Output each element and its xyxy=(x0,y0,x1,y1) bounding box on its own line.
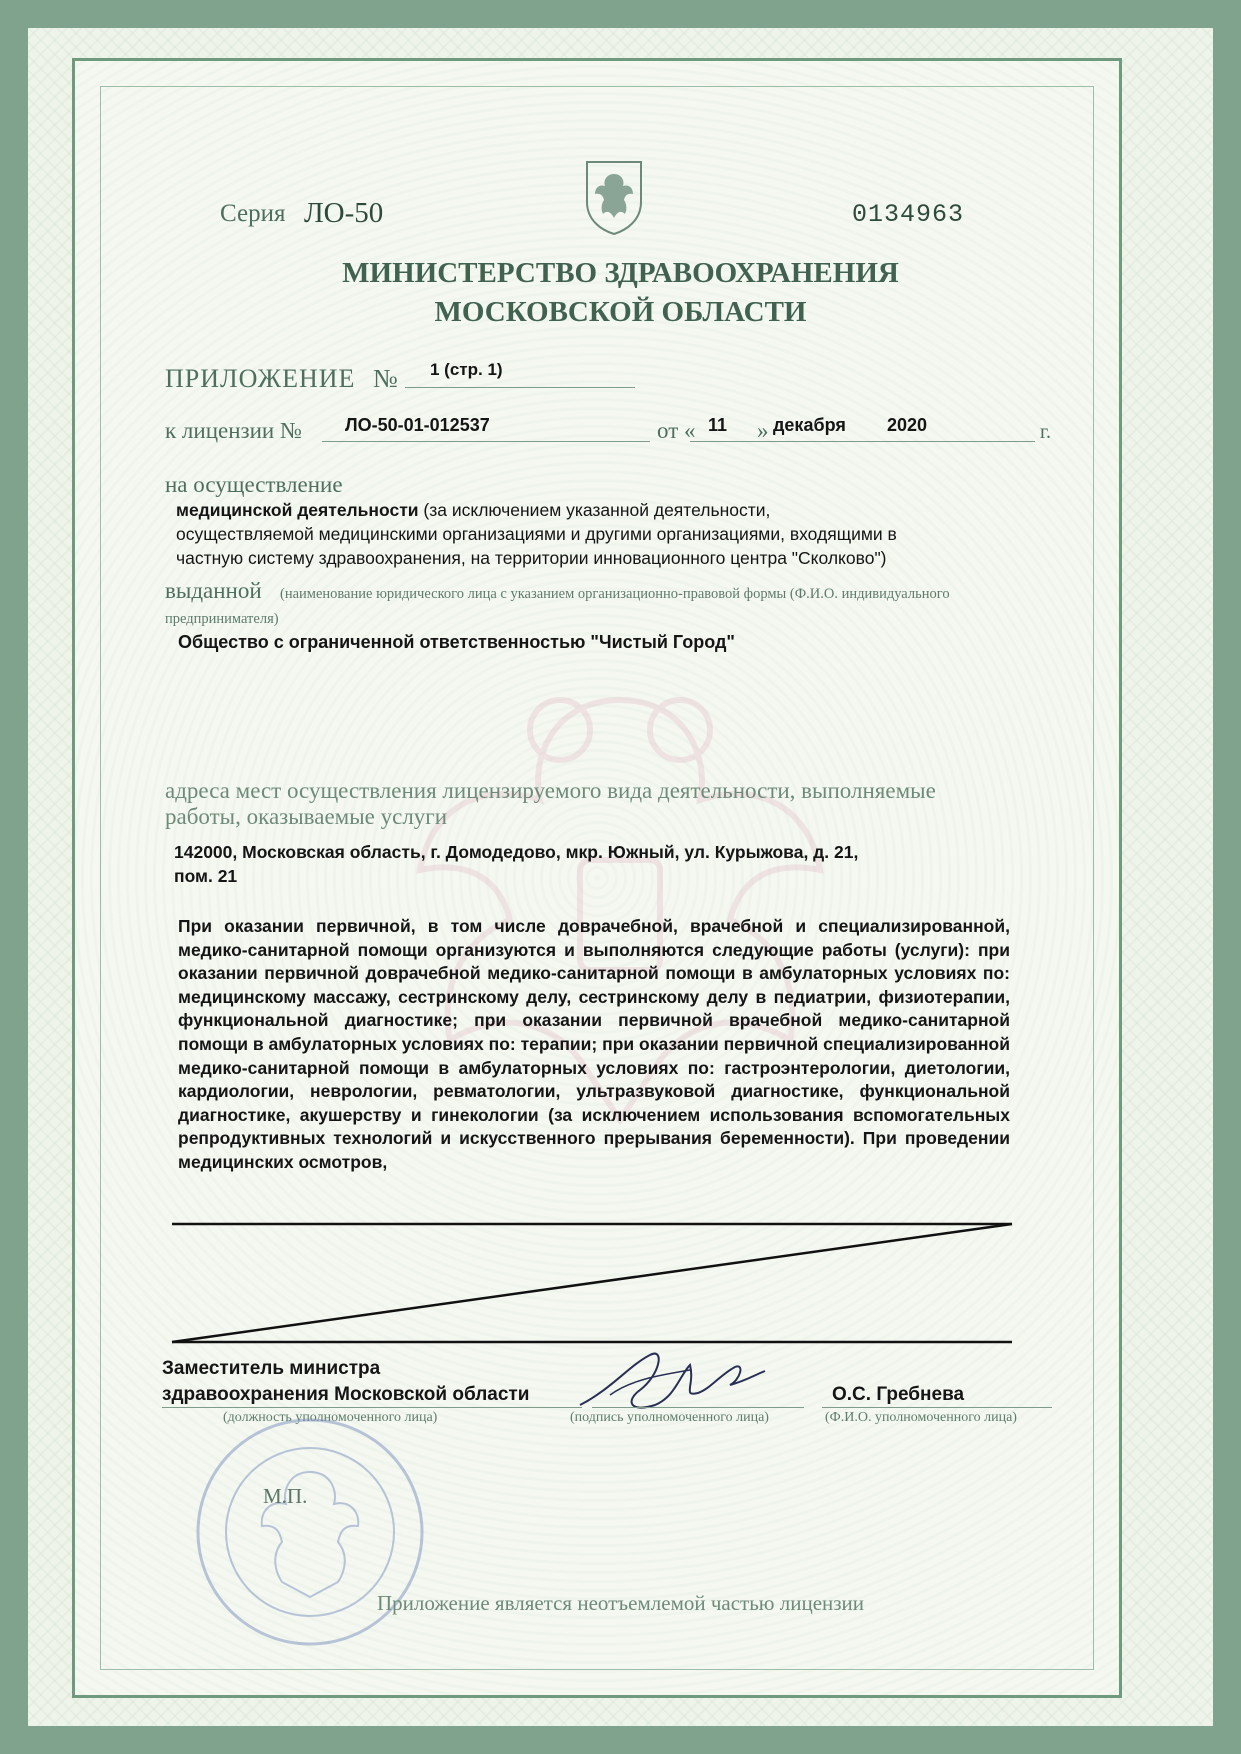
license-month: декабря xyxy=(773,415,846,435)
activity-label: на осуществление xyxy=(165,472,343,497)
license-quote-close: » xyxy=(757,418,769,443)
name-underline xyxy=(822,1407,1052,1408)
series-label: Серия xyxy=(220,200,286,227)
ministry-title-line1: МИНИСТЕРСТВО ЗДРАВООХРАНЕНИЯ xyxy=(342,257,899,289)
address-line2: пом. 21 xyxy=(174,866,238,886)
activity-line3: частную систему здравоохранения, на территории инновационного центра "Сколково") xyxy=(176,548,887,568)
signatory-position-line1: Заместитель министра xyxy=(162,1358,381,1379)
license-label: к лицензии № xyxy=(165,418,302,443)
name-caption: (Ф.И.О. уполномоченного лица) xyxy=(825,1410,1017,1425)
issued-label: выданной xyxy=(165,578,262,603)
appendix-no-sign: № xyxy=(373,364,398,393)
official-seal-icon xyxy=(190,1412,430,1652)
addresses-label-line2: работы, оказываемые услуги xyxy=(165,804,448,829)
activity-bold-part: медицинской деятельности xyxy=(176,500,419,520)
signatory-position-line2: здравоохранения Московской области xyxy=(162,1384,530,1405)
activity-line1-rest: (за исключением указанной деятельности, xyxy=(418,500,771,520)
address-line1: 142000, Московская область, г. Домодедово, мкр. Южный, ул. Курыжова, д. 21, xyxy=(174,842,859,862)
appendix-label: ПРИЛОЖЕНИЕ xyxy=(165,364,356,393)
license-from-label: от « xyxy=(657,418,696,443)
issued-note-line2: предпринимателя) xyxy=(165,611,279,627)
position-caption: (должность уполномоченного лица) xyxy=(223,1410,438,1425)
document-number: 0134963 xyxy=(852,200,965,229)
signature-underline xyxy=(592,1407,804,1408)
license-year: 2020 xyxy=(887,415,928,435)
signatory-name: О.С. Гребнева xyxy=(832,1384,965,1405)
signature-caption: (подпись уполномоченного лица) xyxy=(570,1410,769,1425)
issued-note-line1: (наименование юридического лица с указанием организационно-правовой формы (Ф.И.О. индивидуального xyxy=(280,586,950,602)
position-underline xyxy=(162,1407,582,1408)
services-paragraph: При оказании первичной, в том числе доврачебной, врачебной и специализированной, медико-санитарной помощи организуются и выполняются следующие работы (услуги): при оказании первичной доврачебной медико-санитарной помощи в амбулаторных условиях по: медицинскому массажу, сестринскому делу, сестринскому делу в педиатрии, физиотерапии, функциональной диагностике; при оказании первичной врачебной медико-санитарной помощи в амбулаторных условиях по: терапии; при оказании первичной специализированной медико-санитарной помощи в амбулаторных условиях по: гастроэнтерологии, диетологии, кардиологии, неврологии, ревматологии, ультразвуковой диагностике, функциональной диагностике, акушерству и гинекологии (за исключением использования вспомогательных репродуктивных технологий и искусственного прерывания беременности). При проведении медицинских осмотров, xyxy=(178,916,1010,1172)
footer-note: Приложение является неотъемлемой частью лицензии xyxy=(376,1591,865,1615)
ministry-title-line2: МОСКОВСКОЙ ОБЛАСТИ xyxy=(434,296,807,328)
activity-line2: осуществляемой медицинскими организациями и другими организациями, входящими в xyxy=(176,524,897,544)
license-day: 11 xyxy=(708,415,728,435)
addresses-label-line1: адреса мест осуществления лицензируемого вида деятельности, выполняемые xyxy=(165,778,936,803)
issued-organization-name: Общество с ограниченной ответственностью "Чистый Город" xyxy=(178,632,735,652)
seal-place-mark: М.П. xyxy=(263,1484,308,1508)
license-number: ЛО-50-01-012537 xyxy=(345,415,490,435)
series-value: ЛО-50 xyxy=(304,197,384,229)
appendix-value: 1 (стр. 1) xyxy=(430,360,503,379)
license-year-suffix: г. xyxy=(1040,421,1051,443)
